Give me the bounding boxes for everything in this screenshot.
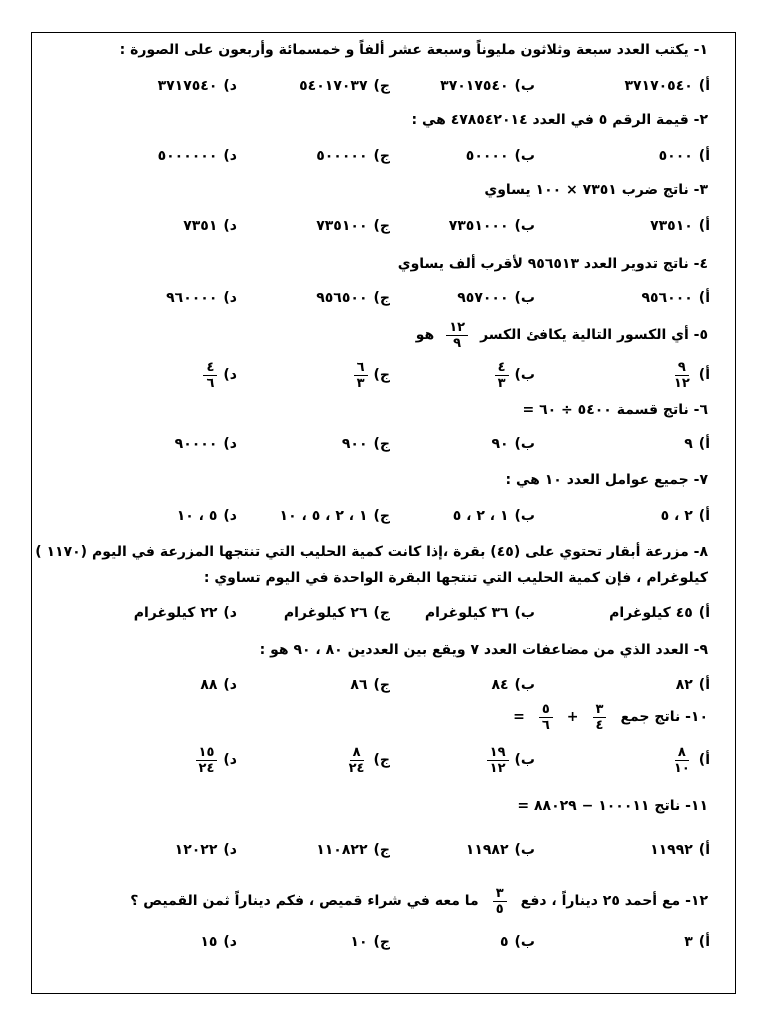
option-fraction [203, 360, 217, 391]
option-label: أ) [698, 605, 710, 621]
question-2-options [40, 136, 710, 176]
q8-option-b[interactable] [425, 593, 535, 633]
fraction-denominator: ١٢ [489, 760, 506, 776]
option-value: ٥٠٠٠٠٠٠ [157, 148, 218, 164]
q2-option-a[interactable] [659, 136, 710, 176]
question-8-text-continued: كيلوغرام ، فإن كمية الحليب التي تنتجها البقرة الواحدة في اليوم تساوي : [203, 570, 708, 586]
q8-option-d[interactable] [134, 593, 237, 633]
option-value: ٩٠٠ [341, 436, 368, 452]
question-12-text [40, 884, 708, 918]
option-label: ج) [373, 752, 390, 768]
question-12-fraction [493, 886, 507, 917]
question-11-options [40, 830, 710, 870]
option-value: ٣٧١٧٥٤٠ [157, 78, 218, 94]
fraction-denominator: ١٢ [673, 375, 690, 391]
option-value: ٩٠٠٠٠ [174, 436, 218, 452]
q3-option-c[interactable] [316, 206, 390, 246]
question-9-text: ٩- العدد الذي من مضاعفات العدد ٧ ويقع بين العددين ٨٠ ، ٩٠ هو : [259, 642, 708, 658]
question-10-options [40, 740, 710, 780]
option-label: ب) [514, 218, 535, 234]
option-label: ج) [373, 218, 390, 234]
fraction-numerator: ١٥ [196, 745, 218, 761]
q9-option-a[interactable] [676, 665, 710, 705]
question-10-fraction-1 [593, 702, 607, 733]
q12-option-c[interactable] [350, 922, 390, 962]
fraction-denominator: ٣ [356, 375, 365, 391]
q4-option-c[interactable] [316, 278, 390, 318]
option-value: ٧٣٥١٠ [650, 218, 693, 234]
option-label: د) [223, 148, 237, 164]
q6-option-c[interactable] [342, 424, 390, 464]
q11-option-b[interactable] [466, 830, 535, 870]
question-10-stem: ١٠- ناتج جمع [620, 709, 708, 725]
option-label: ب) [514, 367, 535, 383]
q12-option-d[interactable] [200, 922, 237, 962]
fraction-numerator: ٥ [539, 702, 553, 718]
q7-option-c[interactable] [280, 496, 390, 536]
option-value: ٩٥٧٠٠٠ [457, 290, 509, 306]
option-label: أ) [698, 78, 710, 94]
q3-option-d[interactable] [183, 206, 237, 246]
option-value: ٢ ، ٥ [660, 508, 693, 524]
q1-option-d[interactable] [158, 66, 237, 106]
option-label: أ) [698, 436, 710, 452]
option-label: ب) [514, 78, 535, 94]
question-12-stem: ١٢- مع أحمد ٢٥ ديناراً ، دفع [520, 893, 708, 909]
fraction-numerator: ١٢ [446, 320, 468, 336]
option-label: د) [223, 842, 237, 858]
option-label: د) [223, 367, 237, 383]
option-label: أ) [698, 752, 710, 768]
option-value: ٨٢ [675, 677, 693, 693]
option-value: ٣٧١٧٠٥٤٠ [624, 78, 693, 94]
q6-option-a[interactable] [684, 424, 710, 464]
option-value: ٥٠٠٠٠٠ [316, 148, 368, 164]
option-value: ١١٠٨٢٢ [316, 842, 368, 858]
q7-option-d[interactable] [177, 496, 237, 536]
option-label: ب) [514, 752, 535, 768]
option-value: ٣ [684, 934, 693, 950]
question-1-options [40, 66, 710, 106]
option-label: د) [223, 752, 237, 768]
question-4-text: ٤- ناتج تدوير العدد ٩٥٦٥١٣ لأقرب ألف يساوي [397, 256, 708, 272]
option-label: ج) [373, 677, 390, 693]
option-label: ب) [514, 436, 535, 452]
question-8-options [40, 593, 710, 633]
q1-option-c[interactable] [299, 66, 390, 106]
q9-option-b[interactable] [491, 665, 535, 705]
option-label: د) [223, 934, 237, 950]
option-label: ج) [373, 367, 390, 383]
option-fraction [487, 745, 509, 776]
question-2-text: ٢- قيمة الرقم ٥ في العدد ٤٧٨٥٤٢٠١٤ هي : [411, 112, 708, 128]
question-9-options [40, 665, 710, 705]
option-value: ١ ، ٢ ، ٥ [452, 508, 509, 524]
q5-option-c[interactable] [354, 355, 390, 395]
option-value: ٨٤ [491, 677, 509, 693]
q9-option-c[interactable] [350, 665, 390, 705]
question-12-options [40, 922, 710, 962]
option-label: د) [223, 677, 237, 693]
q11-option-d[interactable] [175, 830, 237, 870]
question-3-options [40, 206, 710, 246]
fraction-numerator: ٩ [675, 360, 689, 376]
fraction-denominator: ٦ [541, 717, 550, 733]
q2-option-b[interactable] [466, 136, 535, 176]
option-label: ب) [514, 290, 535, 306]
q8-option-c[interactable] [284, 593, 390, 633]
q3-option-a[interactable] [650, 206, 710, 246]
question-10-text [40, 700, 708, 734]
option-value: ٥٠٠٠٠ [465, 148, 509, 164]
question-1-text: ١- يكتب العدد سبعة وثلاثون مليوناً وسبعة عشر ألفاً و خمسمائة وأربعون على الصورة : [119, 42, 708, 58]
question-5-stem: ٥- أي الكسور التالية يكافئ الكسر [480, 327, 708, 343]
q4-option-b[interactable] [457, 278, 535, 318]
fraction-numerator: ٦ [354, 360, 368, 376]
option-value: ٨٨ [200, 677, 218, 693]
option-value: ٧٣٥١ [183, 218, 218, 234]
question-5-suffix: هو [415, 327, 435, 343]
option-label: ب) [514, 148, 535, 164]
fraction-denominator: ١٠ [673, 760, 690, 776]
q7-option-a[interactable] [661, 496, 710, 536]
question-3-text: ٣- ناتج ضرب ٧٣٥١ × ١٠٠ يساوي [484, 182, 708, 198]
question-11-text: ١١- ناتج ١٠٠٠١١ − ٨٨٠٢٩ = [517, 798, 708, 814]
fraction-numerator: ٤ [495, 360, 509, 376]
option-label: أ) [698, 934, 710, 950]
question-12-suffix: ما معه في شراء قميص ، فكم ديناراً ثمن القميص ؟ [130, 893, 479, 909]
option-label: ج) [373, 148, 390, 164]
q11-option-c[interactable] [316, 830, 390, 870]
question-6-text: ٦- ناتج قسمة ٥٤٠٠ ÷ ٦٠ = [522, 402, 708, 418]
q5-option-a[interactable] [671, 355, 710, 395]
fraction-denominator: ٣ [497, 375, 506, 391]
option-fraction [671, 745, 693, 776]
question-8-text: ٨- مزرعة أبقار تحتوي على (٤٥) بقرة ،إذا كانت كمية الحليب التي تنتجها المزرعة في اليوم (١١٧٠ ) [35, 544, 708, 560]
q12-option-a[interactable] [684, 922, 710, 962]
option-label: د) [223, 508, 237, 524]
fraction-numerator: ٣ [493, 886, 507, 902]
q5-option-d[interactable] [203, 355, 237, 395]
option-label: د) [223, 436, 237, 452]
option-value: ١٢٠٢٢ [174, 842, 218, 858]
equals-sign: = [513, 709, 525, 725]
option-label: د) [223, 290, 237, 306]
option-value: ٩ [684, 436, 693, 452]
option-label: أ) [698, 367, 710, 383]
question-7-text: ٧- جميع عوامل العدد ١٠ هي : [505, 472, 708, 488]
fraction-denominator: ٥ [495, 901, 504, 917]
option-fraction [495, 360, 509, 391]
option-label: د) [223, 218, 237, 234]
option-value: ٧٣٥١٠٠ [316, 218, 368, 234]
option-value: ١١٩٩٢ [650, 842, 693, 858]
option-value: ١١٩٨٢ [465, 842, 509, 858]
option-label: أ) [698, 508, 710, 524]
q2-option-d[interactable] [158, 136, 237, 176]
question-10-fraction-2 [539, 702, 553, 733]
option-label: ب) [514, 605, 535, 621]
fraction-denominator: ٢٤ [198, 760, 215, 776]
option-fraction [671, 360, 693, 391]
option-value: ٥٠٠٠ [658, 148, 693, 164]
option-value: ١ ، ٢ ، ٥ ، ١٠ [279, 508, 368, 524]
option-label: ب) [514, 677, 535, 693]
q4-option-a[interactable] [642, 278, 710, 318]
q10-option-a[interactable] [671, 740, 710, 780]
option-value: ٩٥٦٠٠٠ [641, 290, 693, 306]
option-label: ب) [514, 508, 535, 524]
option-label: ج) [373, 78, 390, 94]
option-label: أ) [698, 677, 710, 693]
q3-option-b[interactable] [449, 206, 535, 246]
q2-option-c[interactable] [316, 136, 390, 176]
option-label: ب) [514, 934, 535, 950]
option-label: أ) [698, 842, 710, 858]
option-value: ٩٥٦٥٠٠ [316, 290, 368, 306]
option-label: ج) [373, 605, 390, 621]
option-label: أ) [698, 290, 710, 306]
option-label: ج) [373, 934, 390, 950]
option-label: ج) [373, 436, 390, 452]
q10-option-c[interactable] [346, 740, 390, 780]
option-fraction [346, 745, 368, 776]
option-value: ٢٦ كيلوغرام [283, 605, 368, 621]
option-fraction [196, 745, 218, 776]
q8-option-a[interactable] [609, 593, 710, 633]
plus-sign: + [566, 709, 579, 725]
question-5-options [40, 355, 710, 395]
option-value: ٥ [499, 934, 509, 950]
option-value: ٢٢ كيلوغرام [133, 605, 218, 621]
fraction-numerator: ٣ [593, 702, 607, 718]
q10-option-b[interactable] [487, 740, 535, 780]
option-value: ٥٤٠١٧٠٣٧ [299, 78, 368, 94]
option-value: ٩٠ [491, 436, 509, 452]
question-4-options [40, 278, 710, 318]
option-value: ٧٣٥١٠٠٠ [448, 218, 509, 234]
option-label: د) [223, 78, 237, 94]
option-label: ج) [373, 290, 390, 306]
q5-option-b[interactable] [495, 355, 535, 395]
fraction-numerator: ٨ [675, 745, 689, 761]
q6-option-b[interactable] [491, 424, 535, 464]
option-value: ١٠ [350, 934, 368, 950]
option-label: أ) [698, 148, 710, 164]
option-value: ٤٥ كيلوغرام [609, 605, 693, 621]
fraction-denominator: ٩ [453, 335, 462, 351]
option-value: ٥ ، ١٠ [176, 508, 218, 524]
option-value: ٨٦ [350, 677, 368, 693]
question-7-options [40, 496, 710, 536]
option-label: ب) [514, 842, 535, 858]
question-5-fraction [446, 320, 468, 351]
fraction-numerator: ٤ [203, 360, 217, 376]
fraction-numerator: ١٩ [487, 745, 509, 761]
q6-option-d[interactable] [175, 424, 237, 464]
q12-option-b[interactable] [500, 922, 535, 962]
fraction-denominator: ٦ [206, 375, 215, 391]
q1-option-b[interactable] [440, 66, 535, 106]
fraction-denominator: ٢٤ [348, 760, 365, 776]
option-label: أ) [698, 218, 710, 234]
option-fraction [354, 360, 368, 391]
option-value: ٩٦٠٠٠٠ [166, 290, 218, 306]
question-5-text [40, 318, 708, 352]
q9-option-d[interactable] [200, 665, 237, 705]
fraction-numerator: ٨ [350, 745, 364, 761]
q10-option-d[interactable] [196, 740, 237, 780]
fraction-denominator: ٤ [595, 717, 604, 733]
q1-option-a[interactable] [624, 66, 710, 106]
option-value: ٣٧٠١٧٥٤٠ [440, 78, 509, 94]
option-label: د) [223, 605, 237, 621]
option-label: ج) [373, 842, 390, 858]
q11-option-a[interactable] [650, 830, 710, 870]
option-label: ج) [373, 508, 390, 524]
option-value: ١٥ [200, 934, 218, 950]
question-6-options [40, 424, 710, 464]
option-value: ٣٦ كيلوغرام [424, 605, 509, 621]
q4-option-d[interactable] [166, 278, 237, 318]
q7-option-b[interactable] [453, 496, 535, 536]
